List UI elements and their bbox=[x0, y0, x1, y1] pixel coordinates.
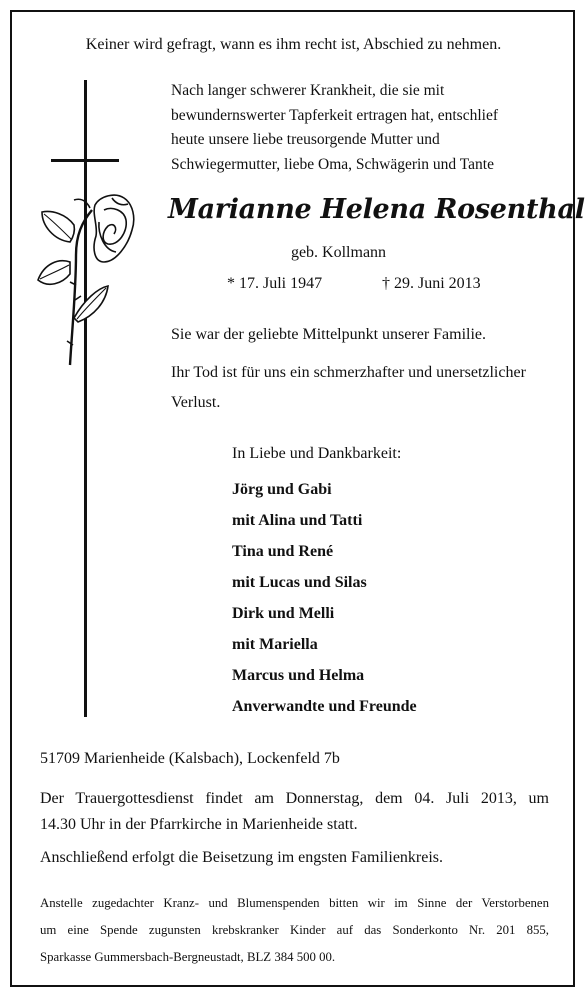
service-line: Der Trauergottesdienst findet am Donnerstag, dem 04. Juli 2013, um bbox=[40, 790, 549, 807]
tribute-text: Sie war der geliebte Mittelpunkt unserer Familie. bbox=[171, 326, 487, 343]
mourner-name: Jörg und Gabi bbox=[232, 481, 332, 498]
donation-line: Anstelle zugedachter Kranz- und Blumenspenden bitten wir im Sinne der Verstorbenen bbox=[40, 896, 549, 910]
mourner-name: mit Lucas und Silas bbox=[232, 574, 367, 591]
mourner-name: Marcus und Helma bbox=[232, 667, 365, 684]
mourner-name: Anverwandte und Freunde bbox=[232, 698, 417, 715]
mourners-list bbox=[232, 480, 417, 728]
intro-line: Schwiegermutter, liebe Oma, Schwägerin und Tante bbox=[171, 156, 494, 174]
mourner-name: Dirk und Melli bbox=[232, 605, 335, 622]
birth-date: * 17. Juli 1947 bbox=[227, 275, 323, 292]
donation-line: Sparkasse Gummersbach-Bergneustadt, BLZ 384 500 00. bbox=[40, 950, 336, 964]
deceased-name: Marianne Helena Rosenthal bbox=[168, 194, 585, 225]
intro-line: bewundernswerter Tapferkeit ertragen hat, entschlief bbox=[171, 106, 498, 124]
service-line: 14.30 Uhr in der Pfarrkirche in Marienheide statt. bbox=[40, 816, 358, 833]
mourners-heading: In Liebe und Dankbarkeit: bbox=[232, 445, 402, 462]
tribute-text: Ihr Tod ist für uns ein schmerzhafter und unersetzlicher Verlust. bbox=[171, 364, 526, 411]
burial-text: Anschließend erfolgt die Beisetzung im engsten Familienkreis. bbox=[40, 849, 444, 866]
death-date: † 29. Juni 2013 bbox=[382, 275, 481, 292]
intro-line: Nach langer schwerer Krankheit, die sie mit bbox=[171, 82, 445, 99]
mourner-name: Tina und René bbox=[232, 543, 334, 560]
born-name: geb. Kollmann bbox=[290, 244, 387, 261]
service-text bbox=[40, 786, 549, 838]
motto: Keiner wird gefragt, wann es ihm recht ist, Abschied zu nehmen. bbox=[85, 36, 502, 53]
donation-note bbox=[40, 890, 549, 971]
donation-line: um eine Spende zugunsten krebskranker Kinder auf das Sonderkonto Nr. 201 855, bbox=[40, 923, 549, 937]
address: 51709 Marienheide (Kalsbach), Lockenfeld 7b bbox=[40, 750, 340, 767]
intro-line: heute unsere liebe treusorgende Mutter und bbox=[171, 131, 440, 149]
mourner-name: mit Alina und Tatti bbox=[232, 512, 363, 529]
mourner-name: mit Mariella bbox=[232, 636, 318, 653]
